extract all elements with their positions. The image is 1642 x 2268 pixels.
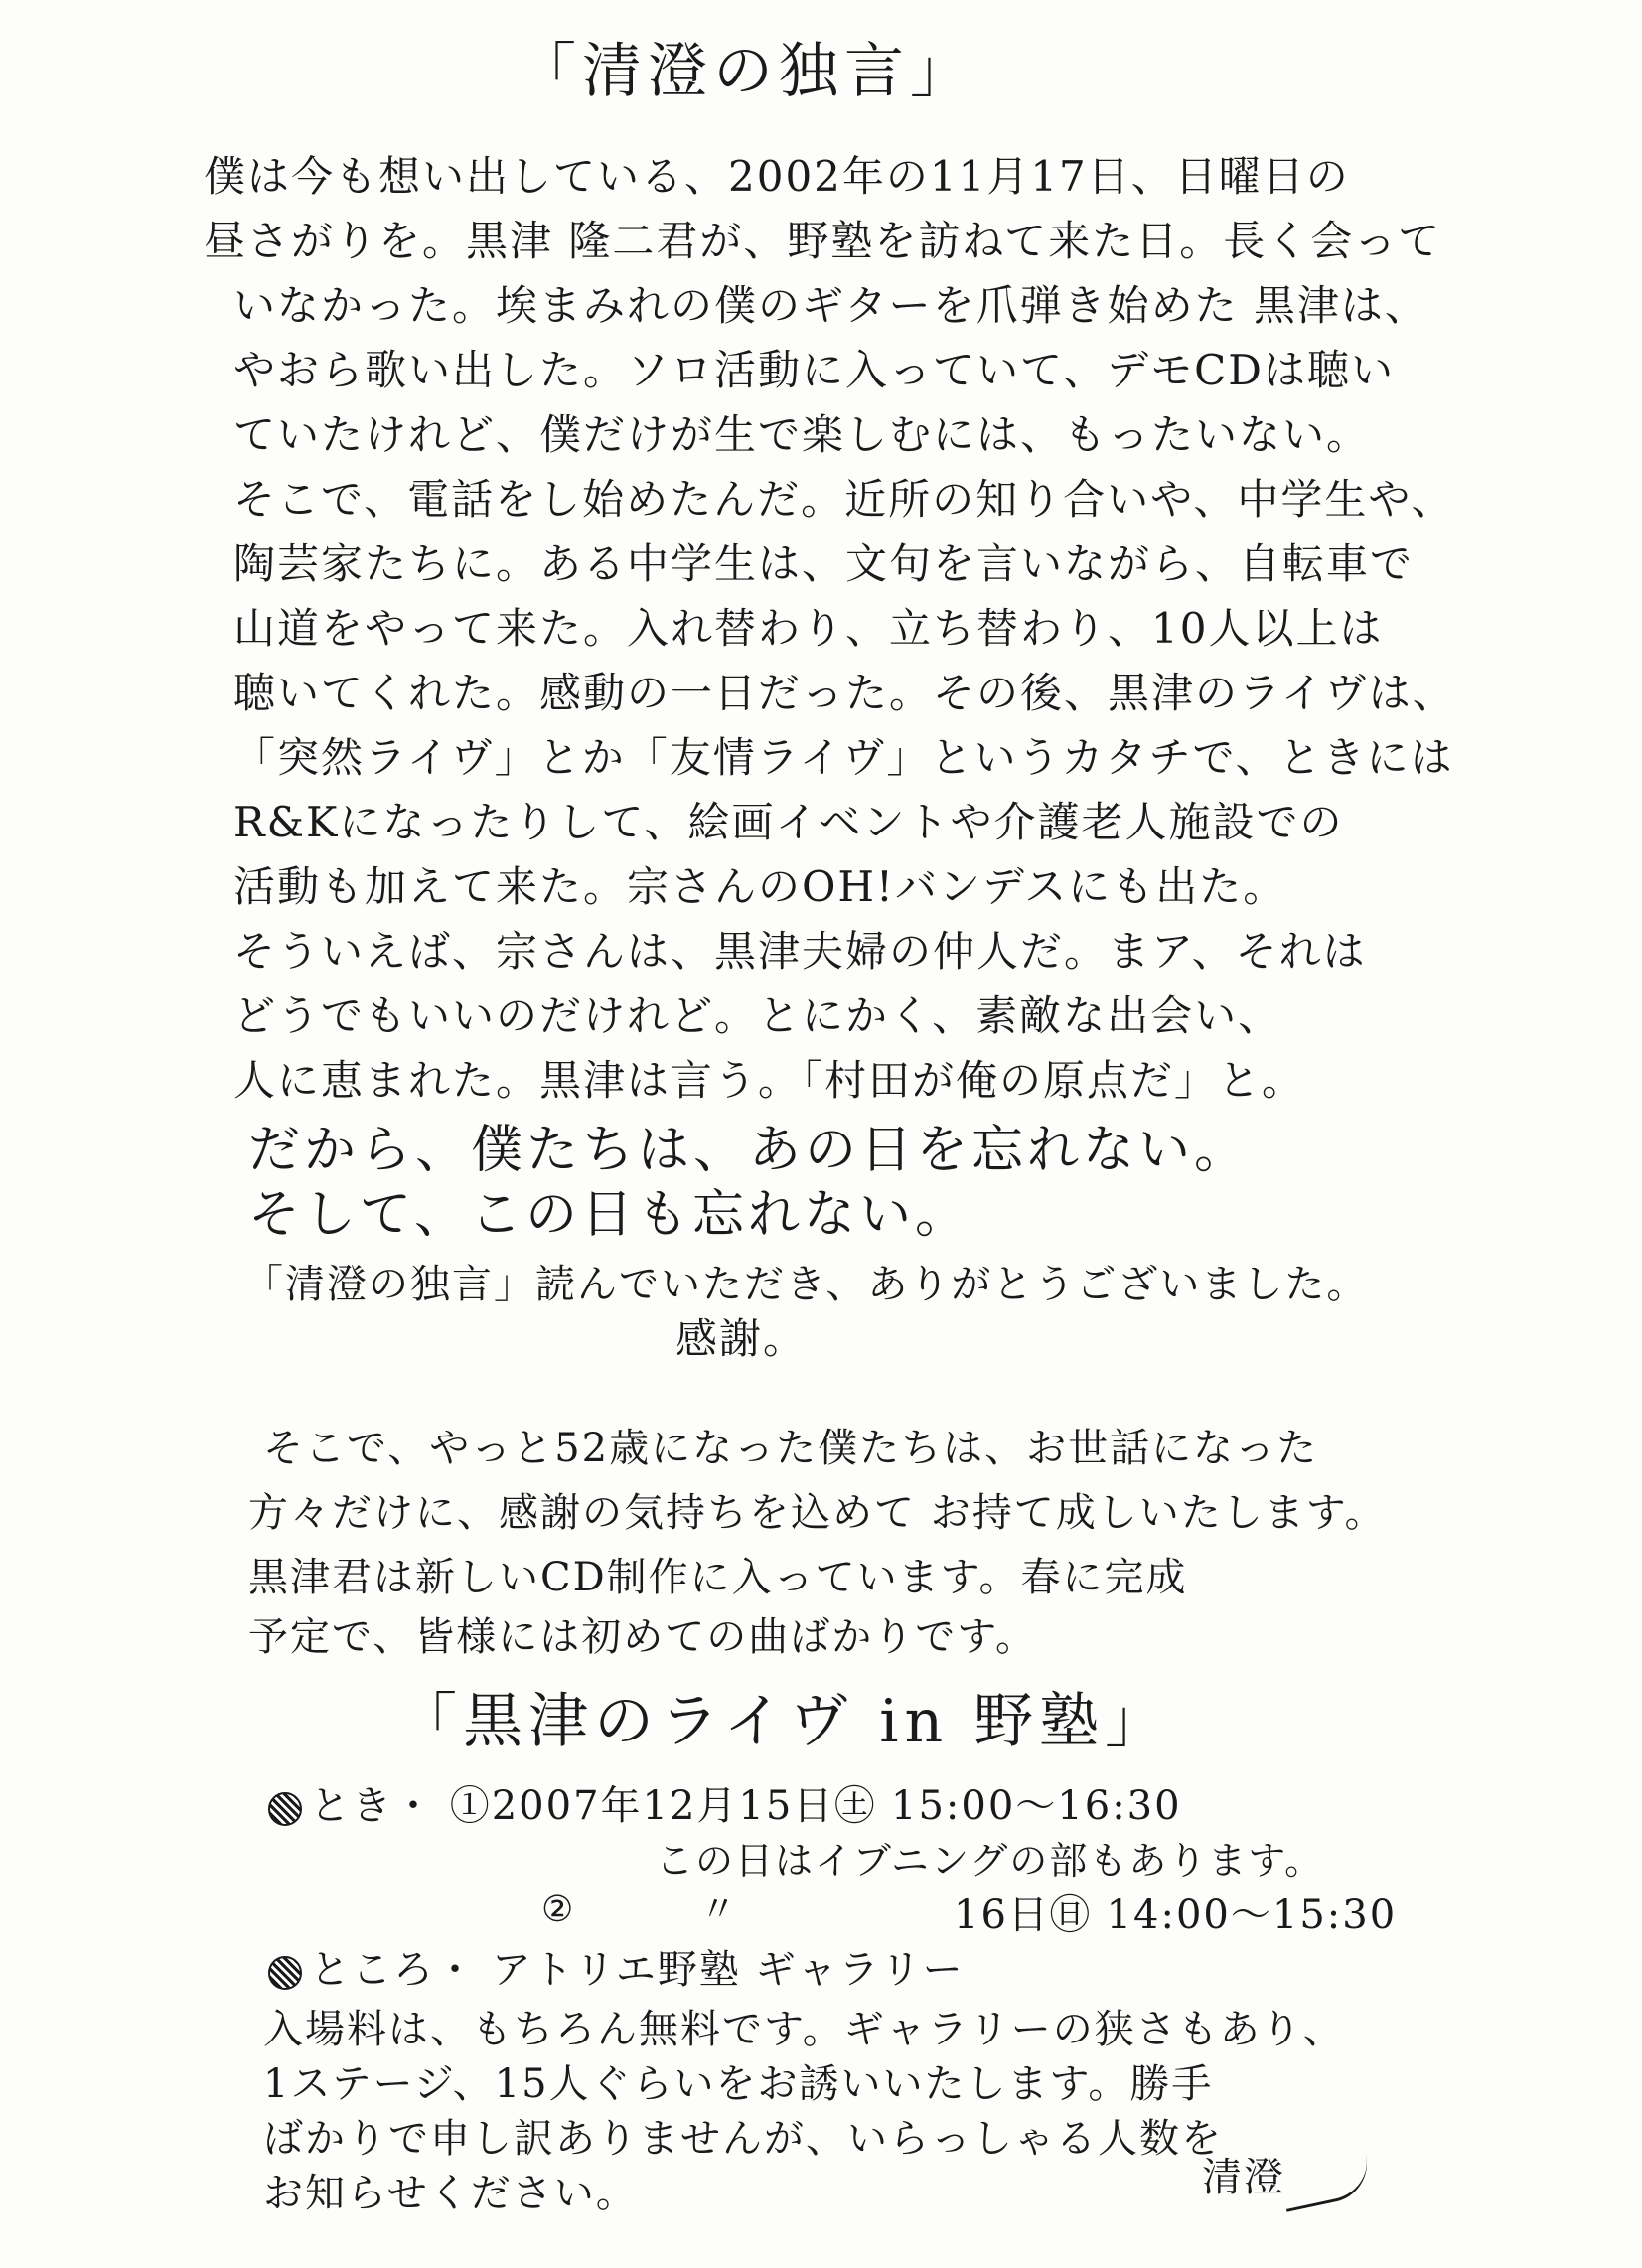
notes-line: ばかりで申し訳ありませんが、いらっしゃる人数を (263, 2116, 1223, 2162)
essay-line: ていたけれど、僕だけが生で楽しむには、もったいない。 (233, 410, 1371, 459)
hatched-bullet-icon (268, 1956, 302, 1990)
where-label: ところ・ (310, 1947, 477, 1993)
evening-note: この日はイブニングの部もあります。 (656, 1839, 1325, 1883)
invite-line: そこで、やっと52歳になった僕たちは、お世話になった (263, 1426, 1319, 1471)
where-row (268, 1942, 965, 1998)
essay-line: 活動も加えて来た。宗さんのOH!バンデスにも出た。 (233, 862, 1287, 911)
notes-line: 入場料は、もちろん無料です。ギャラリーの狭さもあり、 (263, 2007, 1345, 2052)
essay-line: R&Kになったりして、絵画イベントや介護老人施設での (233, 798, 1344, 846)
essay-line: いなかった。埃まみれの僕のギターを爪弾き始めた 黒津は、 (233, 281, 1428, 330)
invite-line: 黒津君は新しいCD制作に入っています。春に完成 (248, 1555, 1188, 1600)
essay-line: そういえば、宗さんは、黒津夫婦の仲人だ。まア、それは (233, 927, 1367, 976)
essay-line: 陶芸家たちに。ある中学生は、文句を言いながら、自転車で (233, 539, 1415, 588)
essay-line: 人に恵まれた。黒津は言う。「村田が俺の原点だ」と。 (233, 1056, 1306, 1105)
essay-line: 昼さがりを。黒津 隆二君が、野塾を訪ねて来た日。長く会って (204, 217, 1442, 265)
essay-line: そこで、電話をし始めたんだ。近所の知り合いや、中学生や、 (233, 475, 1455, 524)
notes-line: 1ステージ、15人ぐらいをお誘いいたします。勝手 (263, 2061, 1214, 2107)
when-row (268, 1778, 1182, 1834)
date-1: ①2007年12月15日㊏ 15:00〜16:30 (449, 1783, 1182, 1829)
signature-flourish (1278, 2152, 1375, 2212)
signature: 清澄 (1202, 2155, 1285, 2200)
notes-line: お知らせください。 (263, 2171, 638, 2216)
ditto-mark: 〃 (700, 1890, 739, 1930)
thanks-line: 「清澄の独言」読んでいただき、ありがとうございました。 (243, 1262, 1369, 1307)
date-2-number: ② (541, 1890, 576, 1930)
invite-line: 方々だけに、感謝の気持ちを込めて お持て成しいたします。 (248, 1490, 1387, 1536)
essay-line: 僕は今も想い出している、2002年の11月17日、日曜日の (204, 152, 1350, 201)
essay-line: やおら歌い出した。ソロ活動に入っていて、デモCDは聴い (233, 346, 1395, 394)
essay-line: どうでもいいのだけれど。とにかく、素敵な出会い、 (233, 991, 1282, 1040)
thanks-word: 感謝。 (675, 1314, 808, 1363)
essay-line: 聴いてくれた。感動の一日だった。その後、黒津のライヴは、 (233, 669, 1456, 717)
when-label: とき・ (310, 1783, 435, 1829)
invite-line: 予定で、皆様には初めての曲ばかりです。 (248, 1614, 1037, 1660)
hatched-bullet-icon (268, 1792, 302, 1826)
emphasis-line: だから、僕たちは、あの日を忘れない。 (248, 1121, 1251, 1180)
event-title: 「黒津のライヴ in 野塾」 (397, 1687, 1171, 1756)
essay-line: 「突然ライヴ」とか「友情ライヴ」というカタチで、ときには (233, 733, 1454, 782)
date-2: 16日㊐ 14:00〜15:30 (954, 1892, 1398, 1938)
essay-line: 山道をやって来た。入れ替わり、立ち替わり、10人以上は (233, 604, 1384, 653)
letter-title: 「清澄の独言」 (517, 37, 975, 106)
where-value: アトリエ野塾 ギャラリー (491, 1947, 965, 1993)
emphasis-line: そして、この日も忘れない。 (248, 1185, 970, 1245)
